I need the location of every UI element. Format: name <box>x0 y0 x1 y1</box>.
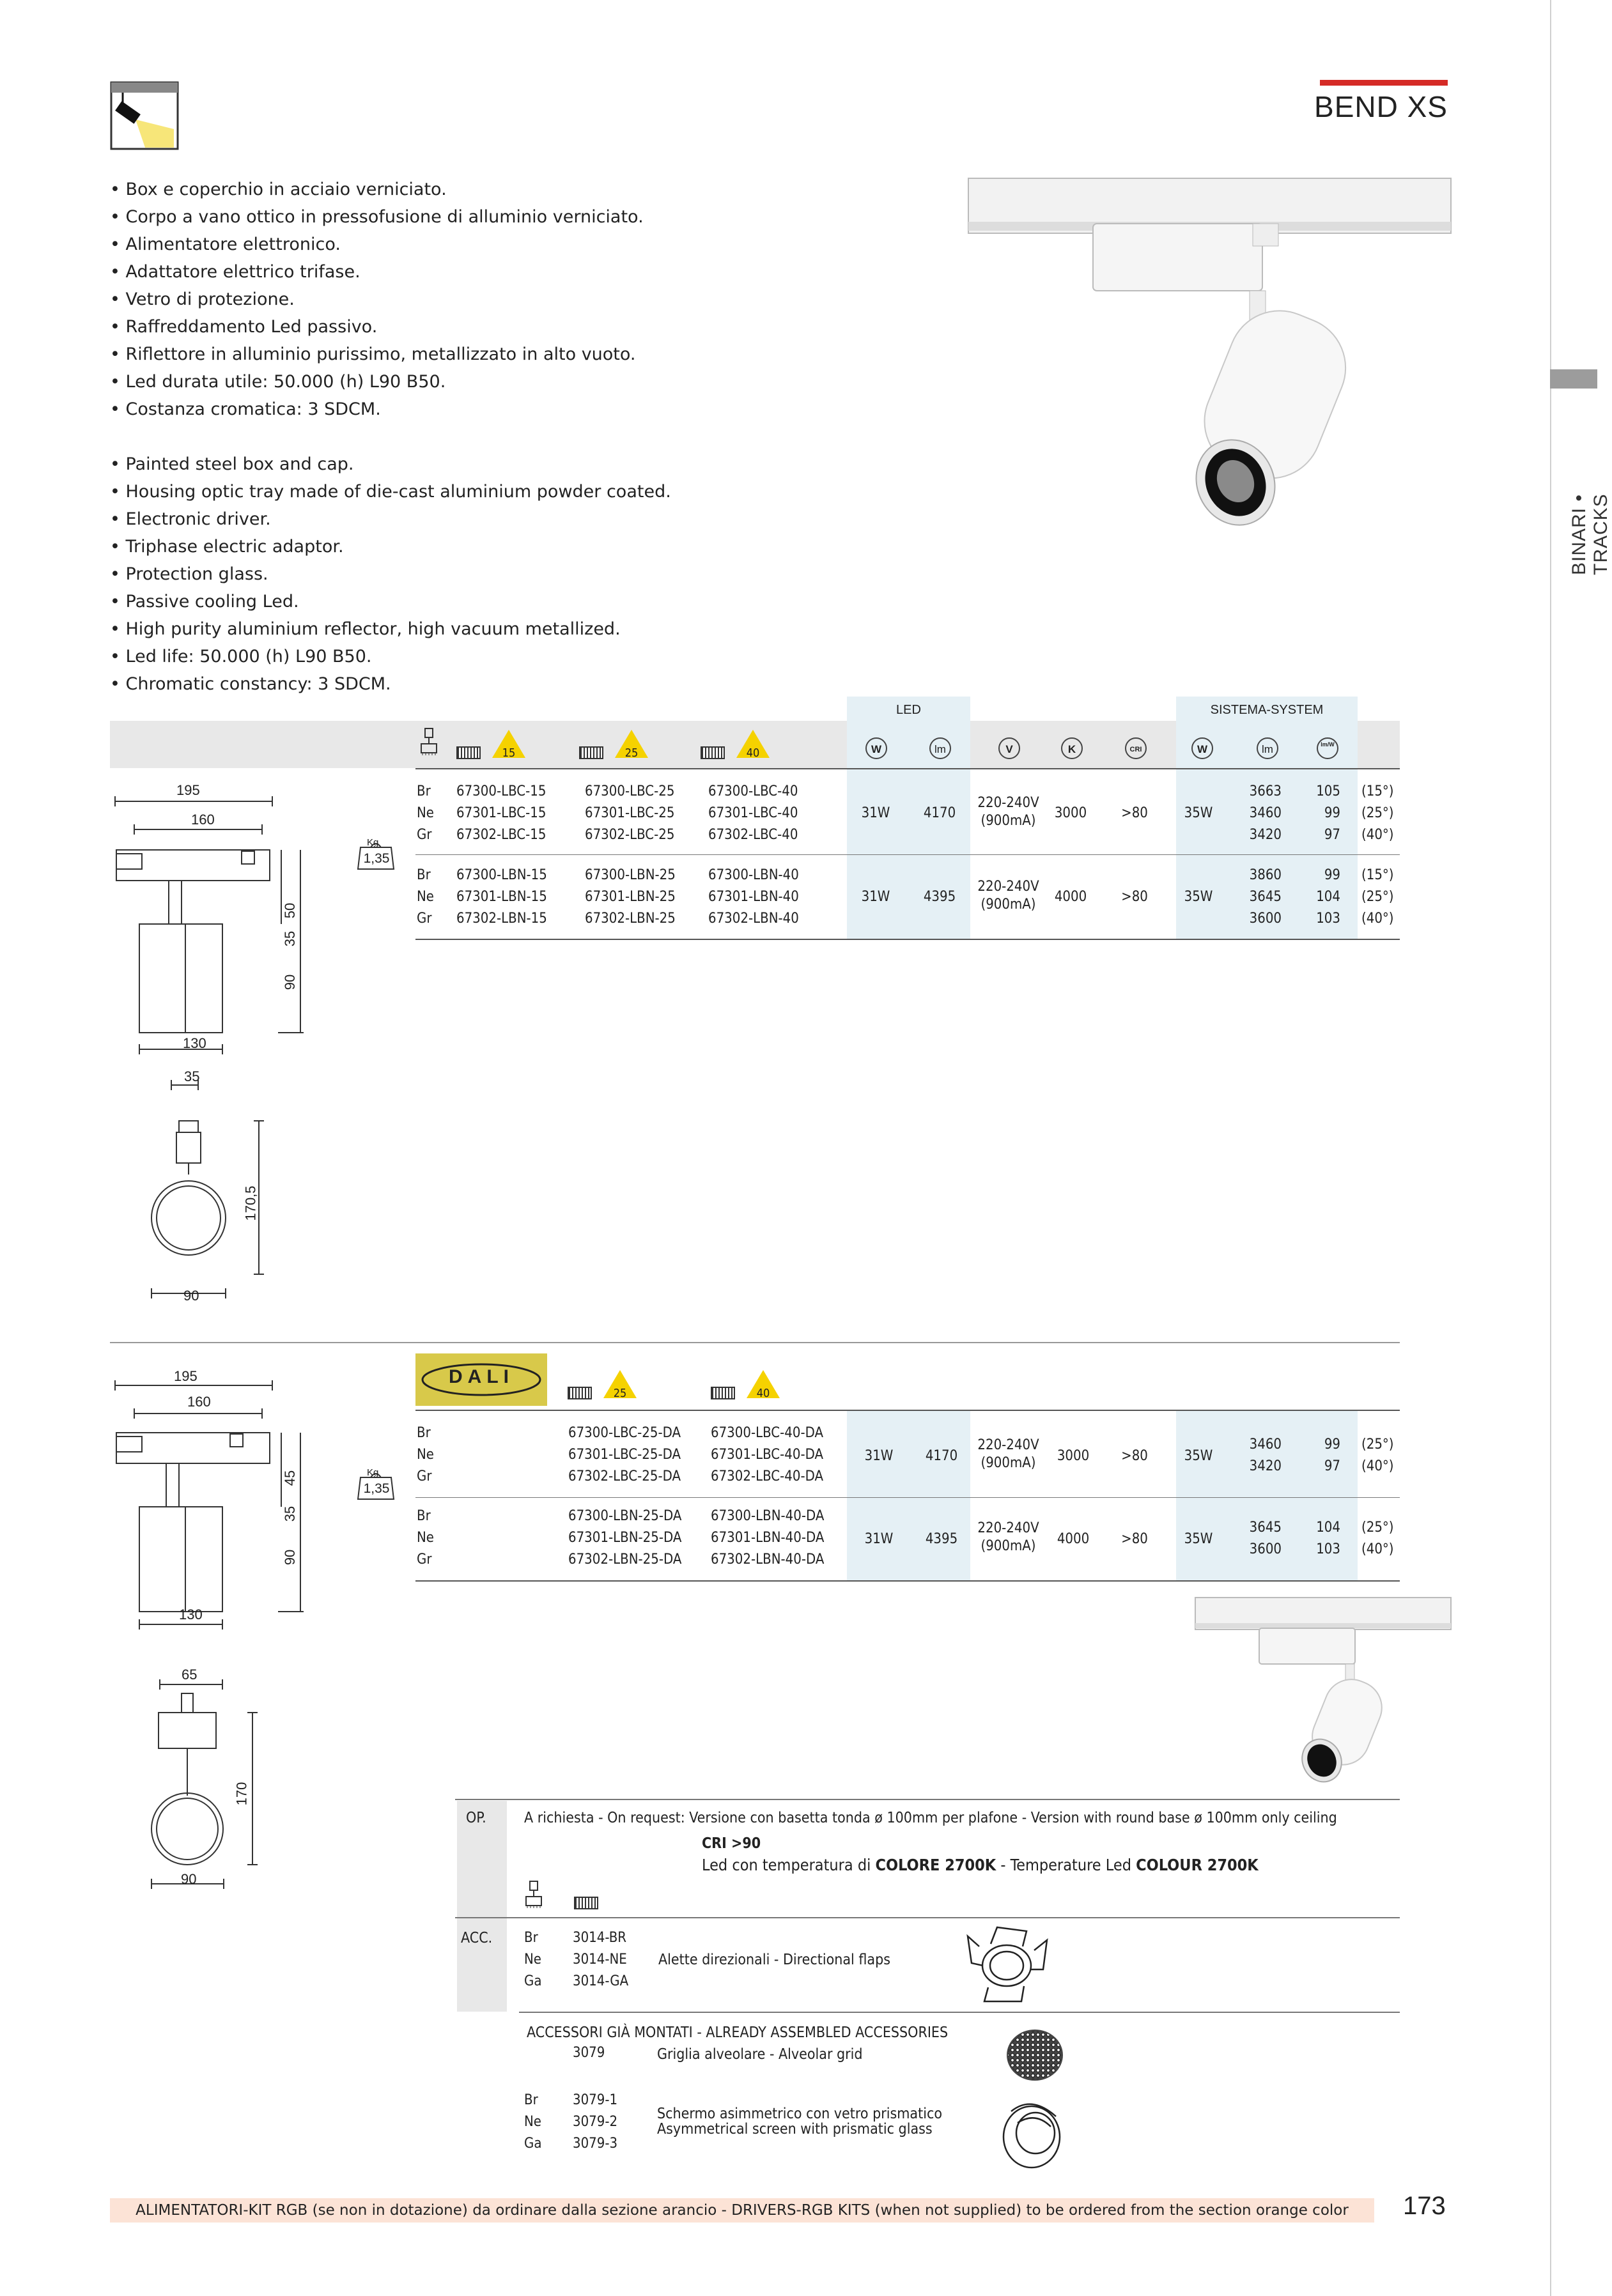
table-divider <box>415 939 1400 940</box>
weight-unit: Kg <box>367 837 379 848</box>
finish: Br <box>417 1425 431 1441</box>
system-header: SISTEMA-SYSTEM <box>1210 703 1324 717</box>
value: 3645 <box>1249 1520 1282 1536</box>
codes-40 <box>711 1506 824 1571</box>
accessory-code: 3079-3 <box>573 2136 618 2152</box>
accessory-code: 3079-1 <box>573 2092 618 2108</box>
voltage <box>972 1437 1045 1472</box>
grid-description: Griglia alveolare - Alveolar grid <box>657 2046 863 2063</box>
dim-label: 195 <box>174 1368 198 1384</box>
feature-it: • Led durata utile: 50.000 (h) L90 B50. <box>110 372 446 392</box>
value: 103 <box>1316 1541 1340 1557</box>
finish: Ne <box>417 889 434 905</box>
voltage <box>972 1520 1045 1555</box>
led-lumen: 4170 <box>923 805 956 821</box>
led-lumen: 4170 <box>925 1448 958 1464</box>
dim-label: 65 <box>182 1667 198 1683</box>
cri: >80 <box>1121 889 1148 905</box>
features-english <box>110 451 671 698</box>
accessory-code: 3014-NE <box>573 1952 627 1968</box>
code-barcode-icon <box>579 746 603 759</box>
table-divider <box>415 1580 1400 1582</box>
product-code: 67302-LBN-25-DA <box>568 1552 682 1568</box>
cri: >80 <box>1121 1448 1148 1464</box>
cri: >80 <box>1121 805 1148 821</box>
product-code: 67300-LBN-15 <box>456 867 547 883</box>
weight-value: 1,35 <box>363 851 390 866</box>
value: (25°) <box>1361 889 1394 905</box>
system-lumen <box>1227 1434 1282 1477</box>
weight-value: 1,35 <box>363 1481 390 1496</box>
acc-finishes <box>524 1927 541 1992</box>
dim-label: 35 <box>282 930 298 947</box>
codes-25 <box>585 781 674 846</box>
feature-it: • Adattatore elettrico trifase. <box>110 262 360 282</box>
dim-label: 160 <box>191 812 215 828</box>
finish: Ne <box>417 805 434 821</box>
value: 3600 <box>1249 1541 1282 1557</box>
value: 3420 <box>1249 827 1282 843</box>
feature-it: • Costanza cromatica: 3 SDCM. <box>110 399 381 419</box>
dim-label: 35 <box>282 1506 298 1522</box>
value: (15°) <box>1361 867 1394 883</box>
section-label: BINARI • TRACKS <box>1569 493 1611 575</box>
value: 3460 <box>1249 805 1282 821</box>
product-code: 67302-LBN-25 <box>585 911 676 927</box>
screen-desc-it: Schermo asimmetrico con vetro prismatico <box>657 2106 943 2122</box>
screen-desc-en: Asymmetrical screen with prismatic glass <box>657 2121 933 2138</box>
directional-flaps-image <box>965 1925 1048 2005</box>
cri-icon: CRI <box>1125 737 1147 759</box>
alveolar-grid-image <box>1005 2027 1065 2083</box>
kelvin-icon: K <box>1061 737 1083 759</box>
finish: Br <box>417 1508 431 1524</box>
finish: Br <box>417 783 431 799</box>
volt-icon: V <box>998 737 1020 759</box>
colour-text: Led con temperatura di <box>702 1856 876 1874</box>
feature-en: • Triphase electric adaptor. <box>110 537 344 557</box>
efficacy-icon: lm/W <box>1317 737 1338 759</box>
voltage <box>972 794 1045 830</box>
beam-angle <box>1361 1434 1394 1477</box>
acc-divider <box>455 1917 1400 1918</box>
dim-label: 90 <box>282 974 298 990</box>
code-barcode-icon <box>711 1387 735 1399</box>
product-code: 67300-LBC-40-DA <box>711 1425 823 1441</box>
dim-label: 170 <box>233 1782 250 1806</box>
side-tab <box>1550 0 1611 2296</box>
dim-label: 160 <box>187 1394 211 1410</box>
feature-en: • Led life: 50.000 (h) L90 B50. <box>110 647 372 666</box>
code-barcode-icon <box>456 746 481 759</box>
value: 103 <box>1316 911 1340 927</box>
product-code: 67301-LBC-15 <box>456 805 546 821</box>
beam-angle-label: 25 <box>624 746 639 760</box>
product-code: 67302-LBN-40 <box>708 911 799 927</box>
product-code: 67300-LBN-25-DA <box>568 1508 682 1524</box>
finish-list <box>417 1422 434 1488</box>
led-column-band <box>847 1411 970 1581</box>
finish: Ne <box>524 2114 541 2130</box>
product-code: 67300-LBC-40 <box>708 783 798 799</box>
finish: Ne <box>417 1447 434 1463</box>
feature-it: • Corpo a vano ottico in pressofusione di alluminio verniciato. <box>110 207 644 227</box>
grid-code: 3079 <box>573 2045 605 2061</box>
assembled-title: ACCESSORI GIÀ MONTATI - ALREADY ASSEMBLED ACCESSORIES <box>527 2024 949 2041</box>
dim-label: 130 <box>179 1606 203 1622</box>
finish: Gr <box>417 1552 432 1568</box>
current: (900mA) <box>980 897 1036 913</box>
watt-icon: W <box>865 737 887 759</box>
cri: >80 <box>1121 1531 1148 1547</box>
finish: Br <box>524 1930 538 1946</box>
codes-25 <box>568 1422 681 1488</box>
spotlight-category-icon <box>110 81 179 150</box>
system-lumen <box>1227 865 1282 930</box>
footer-note: ALIMENTATORI-KIT RGB (se non in dotazione) da ordinare dalla sezione arancio - DRIVERS-RGB KITS (when not supplied) to be ordered from the section orange color <box>136 2202 1349 2219</box>
current: (900mA) <box>980 813 1036 829</box>
voltage-range: 220-240V <box>977 879 1039 895</box>
accessory-code: 3014-BR <box>573 1930 627 1946</box>
led-watt: 31W <box>861 805 890 821</box>
efficacy <box>1291 1434 1340 1477</box>
technical-drawing <box>102 1368 332 1892</box>
dim-label: 50 <box>282 902 298 919</box>
efficacy <box>1291 865 1340 930</box>
feature-en: • Painted steel box and cap. <box>110 454 354 474</box>
led-watt: 31W <box>861 889 890 905</box>
value: 99 <box>1324 1437 1340 1452</box>
product-code: 67301-LBN-40-DA <box>711 1530 825 1546</box>
product-code: 67301-LBN-40 <box>708 889 799 905</box>
on-request-text: A richiesta - On request: Versione con basetta tonda ø 100mm per plafone - Version with round base ø 100mm only ceiling <box>524 1810 1337 1826</box>
op-label: OP. <box>466 1810 486 1826</box>
value: 3460 <box>1249 1437 1282 1452</box>
accessory-code: 3014-GA <box>573 1973 629 1989</box>
voltage-range: 220-240V <box>977 795 1039 811</box>
dim-label: 45 <box>282 1470 298 1486</box>
lumen-icon: lm <box>929 737 951 759</box>
system-watt-icon: W <box>1191 737 1213 759</box>
codes-15 <box>456 865 547 930</box>
codes-40 <box>708 781 798 846</box>
current: (900mA) <box>980 1455 1036 1471</box>
system-watt: 35W <box>1184 889 1213 905</box>
value: 3860 <box>1249 867 1282 883</box>
led-header: LED <box>896 703 921 717</box>
finish: Br <box>417 867 431 883</box>
beam-angle-label: 40 <box>746 746 760 760</box>
feature-en: • High purity aluminium reflector, high vacuum metallized. <box>110 619 621 639</box>
finish: Ne <box>417 1530 434 1546</box>
kelvin: 3000 <box>1054 805 1087 821</box>
product-code: 67300-LBC-15 <box>456 783 546 799</box>
dim-label: 90 <box>181 1871 197 1887</box>
product-code: 67302-LBN-40-DA <box>711 1552 825 1568</box>
dim-label: 170,5 <box>242 1185 259 1221</box>
weight-unit: Kg <box>367 1467 379 1478</box>
system-watt: 35W <box>1184 1531 1213 1547</box>
colour-option <box>702 1854 1259 1876</box>
system-watt: 35W <box>1184 805 1213 821</box>
beam-angle <box>1361 865 1394 930</box>
system-lumen-icon: lm <box>1257 737 1278 759</box>
beam-angle <box>1361 781 1394 846</box>
finish: Ga <box>524 1973 542 1989</box>
finish-list <box>417 865 434 930</box>
options-divider <box>455 1799 1400 1800</box>
feature-it: • Vetro di protezione. <box>110 289 295 309</box>
product-code: 67301-LBC-40 <box>708 805 798 821</box>
finish: Gr <box>417 827 432 843</box>
title-accent-bar <box>1320 80 1448 86</box>
acc-codes <box>573 1927 628 1992</box>
feature-it: • Box e coperchio in acciaio verniciato. <box>110 180 447 199</box>
screen-description <box>657 2106 942 2137</box>
colour-value: COLORE 2700K <box>875 1856 996 1874</box>
colour-text: - Temperature Led <box>996 1856 1136 1874</box>
beam-angle <box>1361 1517 1394 1560</box>
product-code: 67302-LBC-25-DA <box>568 1468 681 1484</box>
voltage <box>972 878 1045 914</box>
row-divider <box>415 854 1400 855</box>
finish-icon <box>524 1880 543 1911</box>
value: 104 <box>1316 889 1340 905</box>
product-title: BEND XS <box>1314 90 1448 123</box>
kelvin: 4000 <box>1054 889 1087 905</box>
feature-en: • Protection glass. <box>110 564 268 584</box>
efficacy <box>1291 781 1340 846</box>
feature-en: • Passive cooling Led. <box>110 592 299 612</box>
assembled-divider <box>519 2012 1400 2013</box>
product-code: 67302-LBC-25 <box>585 827 675 843</box>
codes-15 <box>456 781 546 846</box>
finish: Br <box>524 2092 538 2108</box>
code-barcode-icon <box>568 1387 592 1399</box>
value: 3420 <box>1249 1458 1282 1474</box>
finish-icon <box>419 727 438 758</box>
feature-en: • Electronic driver. <box>110 509 271 529</box>
value: 104 <box>1316 1520 1340 1536</box>
value: (25°) <box>1361 805 1394 821</box>
finish-list <box>417 1506 434 1571</box>
product-code: 67302-LBC-40 <box>708 827 798 843</box>
product-code: 67302-LBC-40-DA <box>711 1468 823 1484</box>
page-number: 173 <box>1403 2192 1446 2220</box>
led-watt: 31W <box>864 1448 894 1464</box>
codes-25 <box>568 1506 681 1571</box>
value: (15°) <box>1361 783 1394 799</box>
feature-en: • Chromatic constancy: 3 SDCM. <box>110 674 391 694</box>
value: (25°) <box>1361 1520 1394 1536</box>
product-code: 67300-LBN-25 <box>585 867 676 883</box>
section-separator <box>110 1342 1400 1343</box>
finish-list <box>417 781 434 846</box>
product-code: 67301-LBN-25-DA <box>568 1530 682 1546</box>
led-lumen: 4395 <box>925 1531 958 1547</box>
value: 99 <box>1324 867 1340 883</box>
screen-codes <box>573 2090 617 2155</box>
feature-en: • Housing optic tray made of die-cast aluminium powder coated. <box>110 482 671 502</box>
value: (25°) <box>1361 1437 1394 1452</box>
dim-label: 90 <box>183 1288 199 1304</box>
finish: Ne <box>524 1952 541 1968</box>
dim-label: 35 <box>184 1068 200 1084</box>
value: (40°) <box>1361 827 1394 843</box>
kelvin: 3000 <box>1057 1448 1090 1464</box>
finish: Gr <box>417 911 432 927</box>
codes-40 <box>708 865 799 930</box>
voltage-range: 220-240V <box>977 1437 1039 1453</box>
value: 3645 <box>1249 889 1282 905</box>
side-tab-marker <box>1550 369 1597 389</box>
system-lumen <box>1227 1517 1282 1560</box>
finish: Ga <box>524 2136 542 2152</box>
product-code: 67301-LBC-25 <box>585 805 675 821</box>
product-code: 67300-LBC-25-DA <box>568 1425 681 1441</box>
led-lumen: 4395 <box>923 889 956 905</box>
screen-finishes <box>524 2090 541 2155</box>
system-lumen <box>1227 781 1282 846</box>
current: (900mA) <box>980 1538 1036 1554</box>
value: 105 <box>1316 783 1340 799</box>
system-watt: 35W <box>1184 1448 1213 1464</box>
value: (40°) <box>1361 911 1394 927</box>
beam-angle-label: 40 <box>756 1387 770 1400</box>
beam-angle-label: 15 <box>502 746 516 760</box>
code-barcode-icon <box>574 1897 598 1909</box>
dim-label: 130 <box>183 1035 206 1051</box>
value: (40°) <box>1361 1458 1394 1474</box>
feature-it: • Riflettore in alluminio purissimo, metallizzato in alto vuoto. <box>110 344 636 364</box>
finish: Gr <box>417 1468 432 1484</box>
dim-label: 195 <box>176 782 200 798</box>
code-barcode-icon <box>701 746 725 759</box>
cri-option: CRI >90 <box>702 1835 761 1852</box>
product-code: 67302-LBN-15 <box>456 911 547 927</box>
efficacy <box>1291 1517 1340 1560</box>
feature-it: • Raffreddamento Led passivo. <box>110 317 378 337</box>
codes-25 <box>585 865 676 930</box>
acc-description: Alette direzionali - Directional flaps <box>658 1952 891 1968</box>
acc-label: ACC. <box>461 1930 493 1946</box>
row-divider <box>415 1497 1400 1498</box>
product-code: 67300-LBN-40-DA <box>711 1508 825 1524</box>
product-code: 67300-LBN-40 <box>708 867 799 883</box>
asymmetric-screen-image <box>998 2097 1065 2171</box>
value: 97 <box>1324 827 1340 843</box>
kelvin: 4000 <box>1057 1531 1090 1547</box>
product-code: 67301-LBN-15 <box>456 889 547 905</box>
product-code: 67300-LBC-25 <box>585 783 675 799</box>
dim-label: 90 <box>282 1549 298 1566</box>
codes-40 <box>711 1422 823 1488</box>
feature-it: • Alimentatore elettronico. <box>110 235 341 254</box>
value: (40°) <box>1361 1541 1394 1557</box>
product-photo-small <box>1195 1598 1451 1789</box>
product-code: 67302-LBC-15 <box>456 827 546 843</box>
product-code: 67301-LBC-25-DA <box>568 1447 681 1463</box>
product-code: 67301-LBC-40-DA <box>711 1447 823 1463</box>
voltage-range: 220-240V <box>977 1520 1039 1536</box>
dali-text: DALI <box>449 1366 514 1387</box>
value: 99 <box>1324 805 1340 821</box>
product-photo <box>968 176 1451 534</box>
product-code: 67301-LBN-25 <box>585 889 676 905</box>
features-italian <box>110 176 644 423</box>
value: 3600 <box>1249 911 1282 927</box>
led-watt: 31W <box>864 1531 894 1547</box>
beam-angle-label: 25 <box>613 1387 627 1400</box>
accessory-code: 3079-2 <box>573 2114 618 2130</box>
technical-drawing <box>102 780 332 1310</box>
value: 3663 <box>1249 783 1282 799</box>
value: 97 <box>1324 1458 1340 1474</box>
colour-value: COLOUR 2700K <box>1136 1856 1259 1874</box>
